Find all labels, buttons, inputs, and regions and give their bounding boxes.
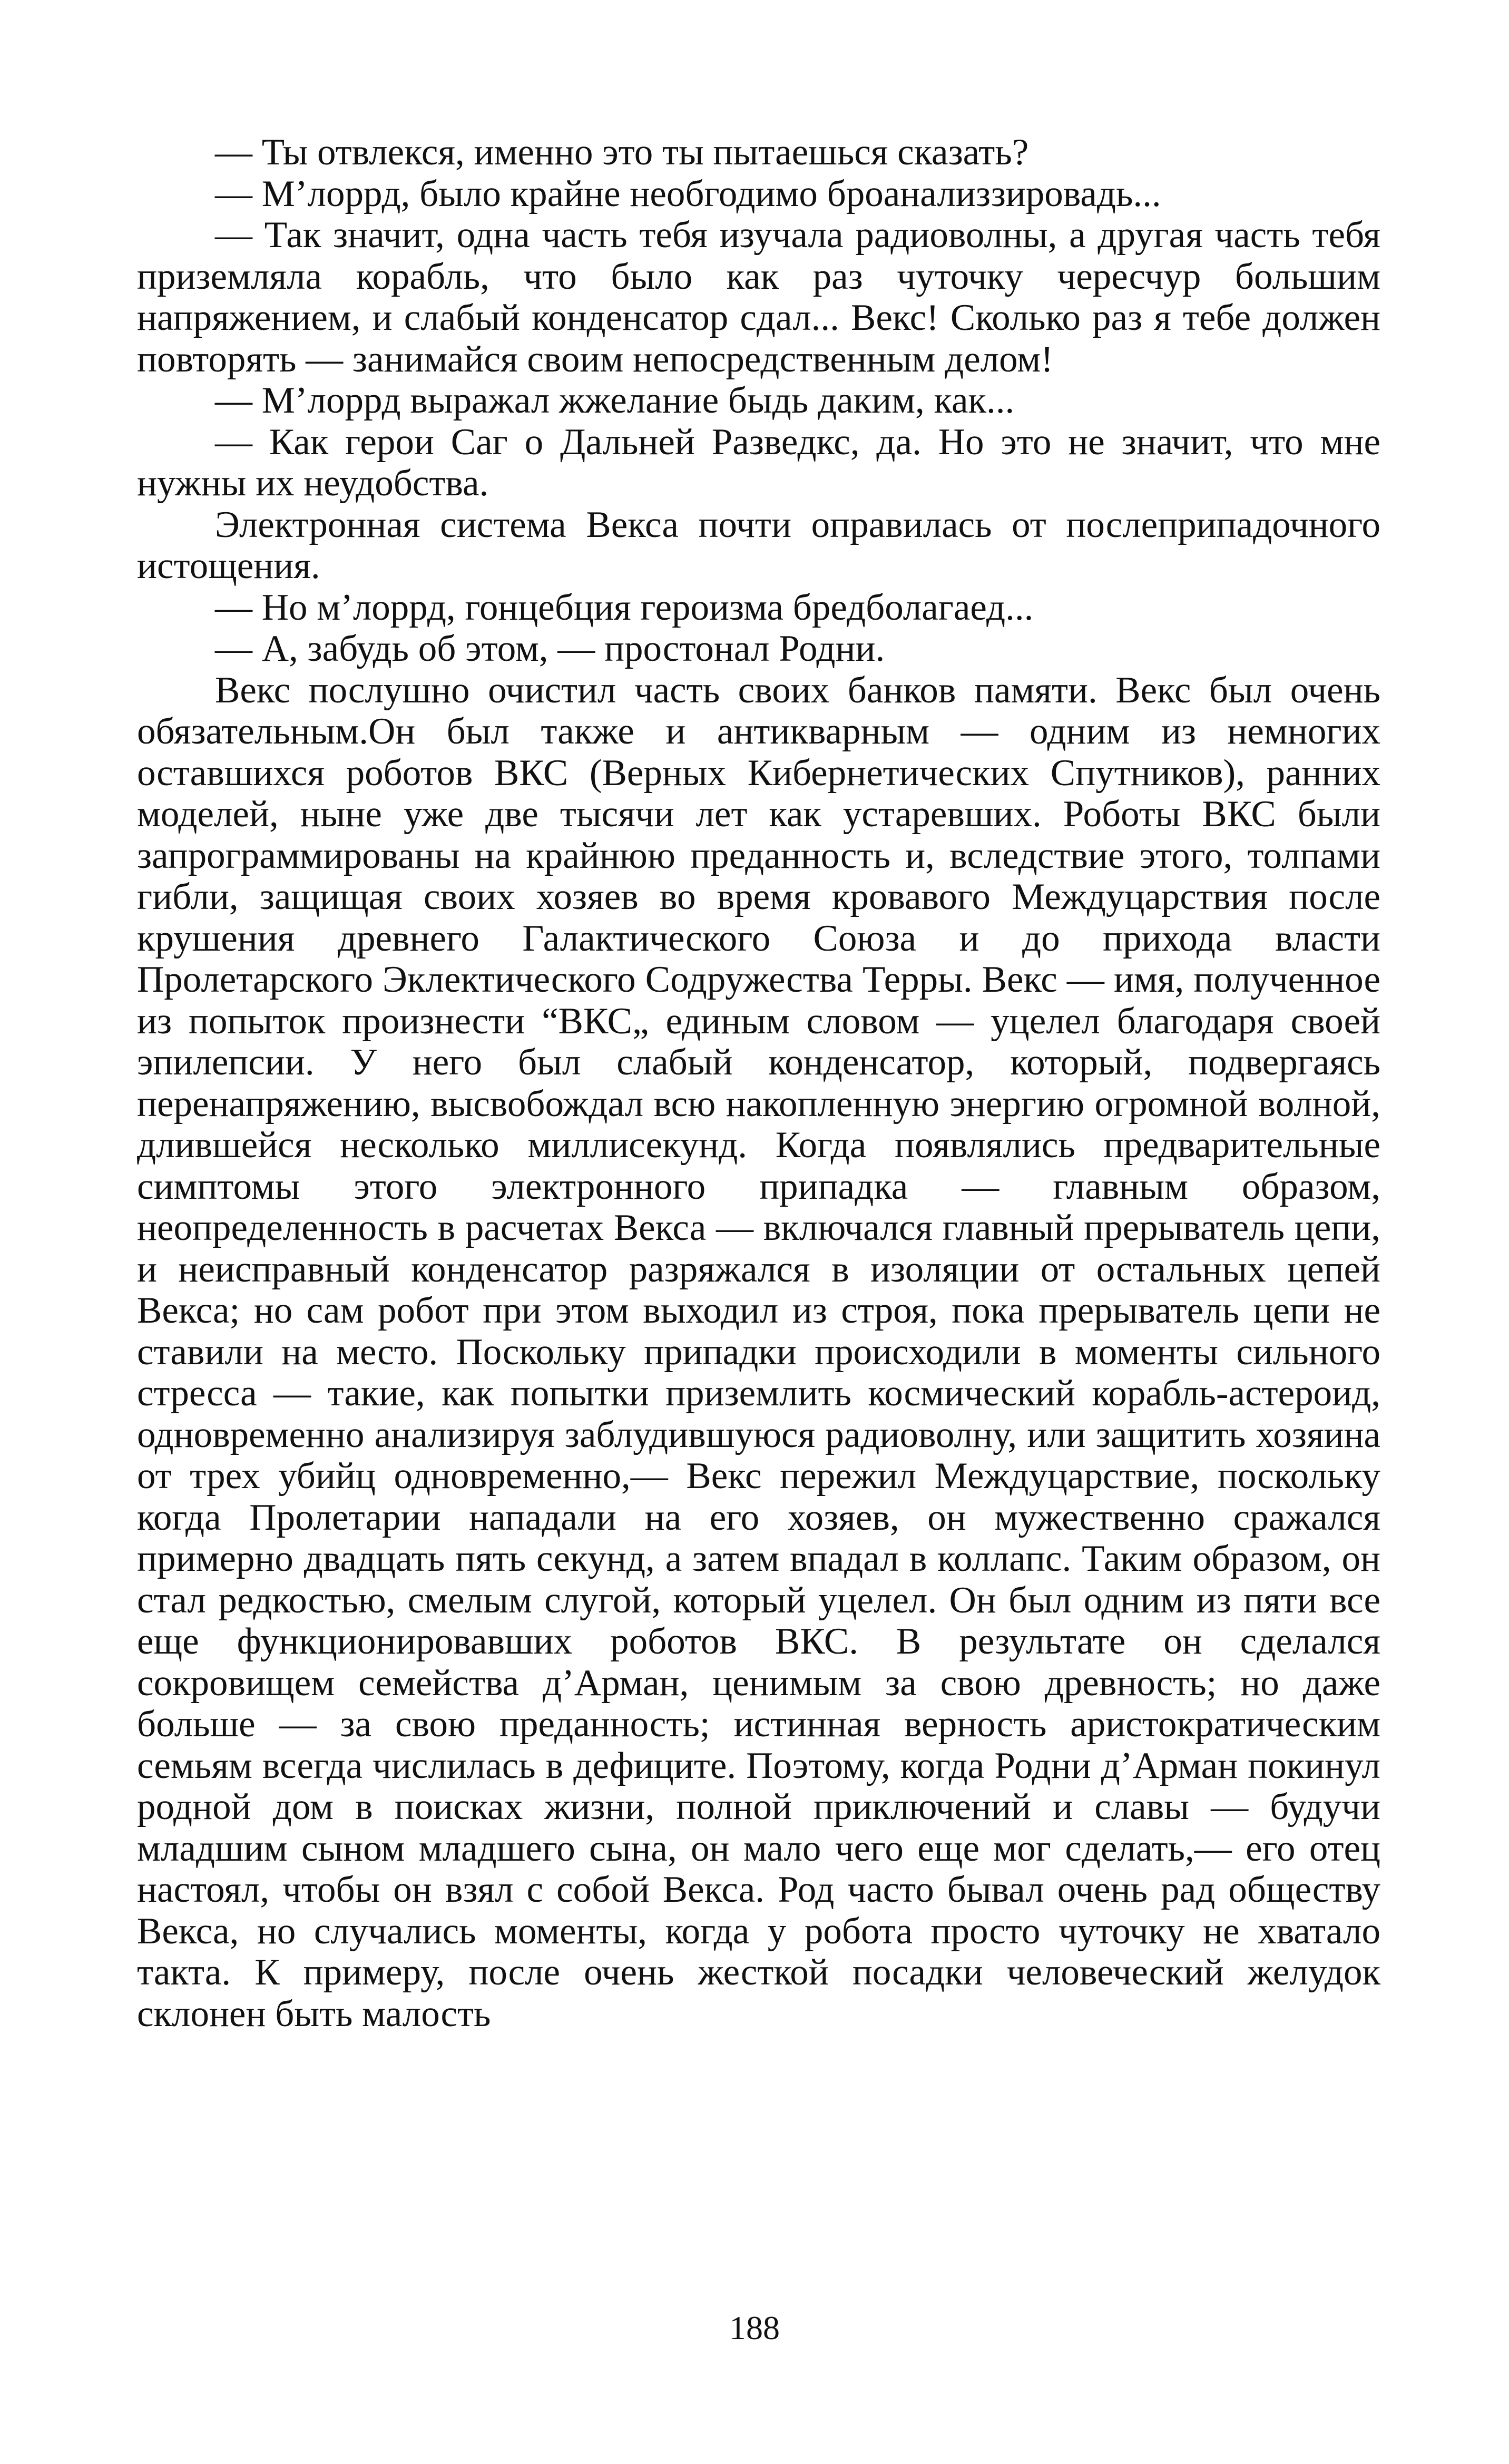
- page-number: 188: [729, 2309, 780, 2346]
- paragraph-2: — М’лоррд, было крайне необгодимо броанализзировадь...: [215, 173, 1161, 214]
- paragraph-9: Векс послушно очистил часть своих банков памяти. Векс был очень обязательным.Он был также и антикварным — одним из немногих оставшихся роботов ВКС (Верных Кибернетических Спутников), ранних моделей, ныне уже две тысячи лет как устаревших. Роботы ВКС были запрограммированы на крайнюю преданность и, вследствие этого, толпами гибли, защищая своих хозяев во время кровавого Междуцарствия после крушения древнего Галактического Союза и до прихода власти Пролетарского Эклектического Содружества Терры. Векс — имя, полученное из попыток произнести “ВКС„ единым словом — уцелел благодаря своей эпилепсии. У него был слабый конденсатор, который, подвергаясь перенапряжению, высвобождал всю накопленную энергию огромной волной, длившейся несколько миллисекунд. Когда появлялись предварительные симптомы этого электронного припадка — главным образом, неопределенность в расчетах Векса — включался главный прерыватель цепи, и неисправный конденсатор разряжался в изоляции от остальных цепей Векса; но сам робот при этом выходил из строя, пока прерыватель цепи не ставили на место. Поскольку припадки происходили в моменты сильного стресса — такие, как попытки приземлить космический корабль-астероид, одновременно анализируя заблудившуюся радиоволну, или защитить хозяина от трех убийц одновременно,— Векс пережил Междуцарствие, поскольку когда Пролетарии нападали на его хозяев, он мужественно сражался примерно двадцать пять секунд, а затем впадал в коллапс. Таким образом, он стал редкостью, смелым слугой, который уцелел. Он был одним из пяти все еще функционировавших роботов ВКС. В результате он сделался сокровищем семейства д’Арман, ценимым за свою древность; но даже больше — за свою преданность; истинная верность аристократическим семьям всегда числилась в дефиците. Поэтому, когда Родни д’Арман покинул родной дом в поисках жизни, полной приключений и славы — будучи младшим сыном младшего сына, он мало чего еще мог сделать,— его отец настоял, чтобы он взял с собой Векса. Род часто бывал очень рад обществу Векса, но случались моменты, когда у робота просто чуточку не хватало такта. К примеру, после очень жесткой посадки человеческий желудок склонен быть малость: [137, 669, 1380, 2035]
- paragraph-5: — Как герои Саг о Дальней Разведкс, да. Но это не значит, что мне нужны их неудобства.: [137, 421, 1380, 504]
- page-body-text: [137, 132, 1380, 2035]
- paragraph-3: — Так значит, одна часть тебя изучала радиоволны, а другая часть тебя приземляла корабль, что было как раз чуточку чересчур большим напряжением, и слабый конденсатор сдал... Векс! Сколько раз я тебе должен повторять — занимайся своим непосредственным делом!: [137, 214, 1380, 380]
- paragraph-4: — М’лоррд выражал жжелание быдь даким, как...: [215, 380, 1015, 421]
- paragraph-6: Электронная система Векса почти оправилась от послеприпадочного истощения.: [137, 504, 1380, 586]
- paragraph-7: — Но м’лоррд, гонцебция героизма бредболагаед...: [215, 586, 1034, 628]
- paragraph-8: — А, забудь об этом, — простонал Родни.: [215, 628, 885, 669]
- paragraph-1: — Ты отвлекся, именно это ты пытаешься сказать?: [215, 132, 1029, 173]
